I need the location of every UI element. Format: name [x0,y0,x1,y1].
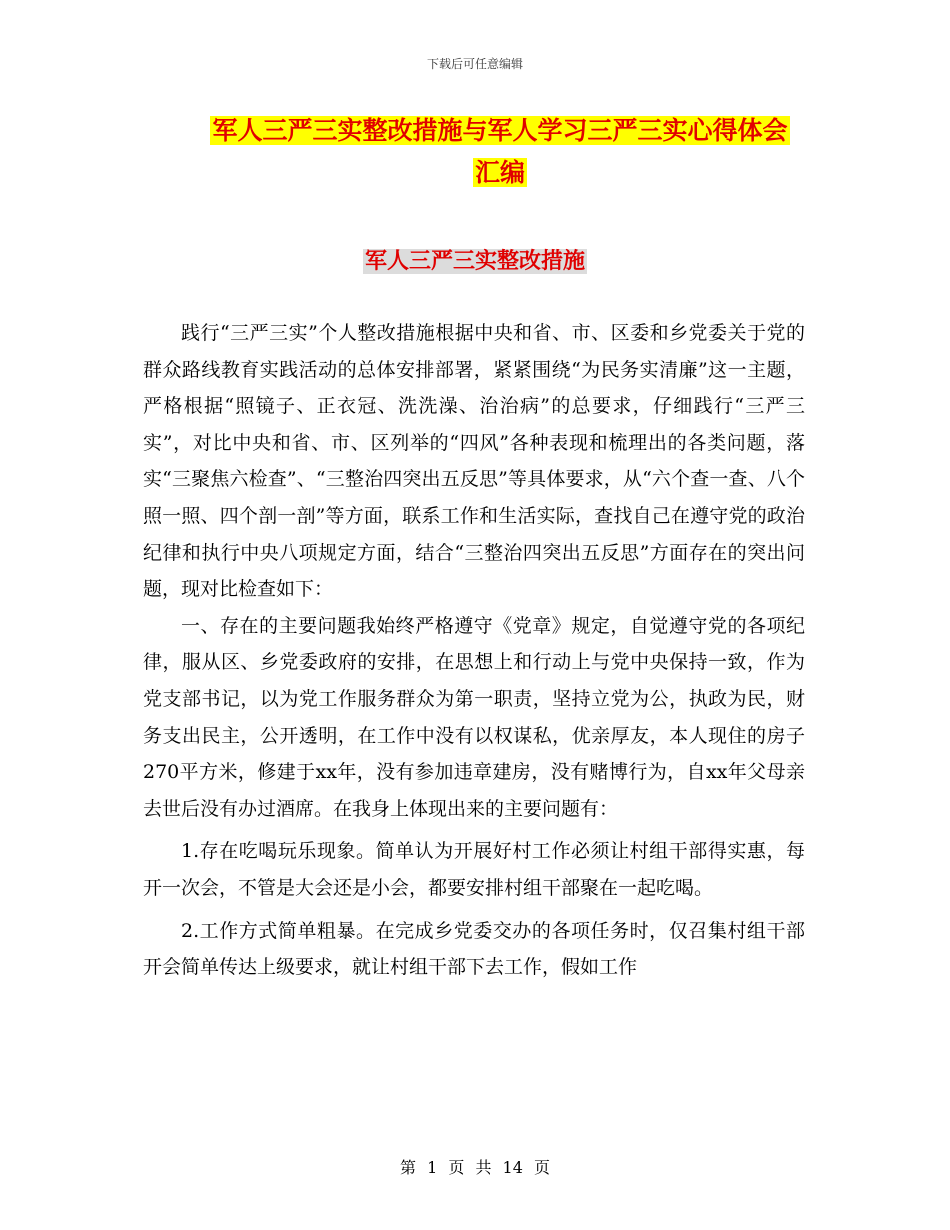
document-body [143,315,805,986]
document-title [130,110,870,194]
document-title-line1: 军人三严三实整改措施与军人学习三严三实心得体会 [212,116,788,145]
paragraph-main-issues: 一、存在的主要问题我始终严格遵守《党章》规定，自觉遵守党的各项纪律，服从区、乡党委政府的安排，在思想上和行动上与党中央保持一致，作为党支部书记，以为党工作服务群众为第一职责，坚持立党为公，执政为民，财务支出民主，公开透明，在工作中没有以权谋私，优亲厚友，本人现住的房子270平方米，修建于xx年，没有参加违章建房，没有赌博行为，自xx年父母亲去世后没有办过酒席。在我身上体现出来的主要问题有： [143,614,805,820]
section-heading-text: 军人三严三实整改措施 [364,249,585,274]
section-heading [0,244,950,280]
paragraph-intro: 践行“三严三实”个人整改措施根据中央和省、市、区委和乡党委关于党的群众路线教育实践活动的总体安排部署，紧紧围绕“为民务实清廉”这一主题，严格根据“照镜子、正衣冠、洗洗澡、治治病”的总要求，仔细践行“三严三实”，对比中央和省、市、区列举的“四风”各种表现和梳理出的各类问题，落实“三聚焦六检查”、“三整治四突出五反思”等具体要求，从“六个查一查、八个照一照、四个剖一剖”等方面，联系工作和生活实际，查找自己在遵守党的政治纪律和执行中央八项规定方面，结合“三整治四突出五反思”方面存在的突出问题，现对比检查如下： [143,322,805,601]
page-number: 第 1 页 共 14 页 [400,1158,550,1177]
paragraph-item-1: 1.存在吃喝玩乐现象。简单认为开展好村工作必须让村组干部得实惠，每开一次会，不管是大会还是小会，都要安排村组干部聚在一起吃喝。 [143,840,805,899]
header-note: 下载后可任意编辑 [426,57,523,71]
document-title-line2: 汇编 [474,158,525,187]
paragraph-item-2: 2.工作方式简单粗暴。在完成乡党委交办的各项任务时，仅召集村组干部开会简单传达上级要求，就让村组干部下去工作，假如工作 [143,919,805,979]
